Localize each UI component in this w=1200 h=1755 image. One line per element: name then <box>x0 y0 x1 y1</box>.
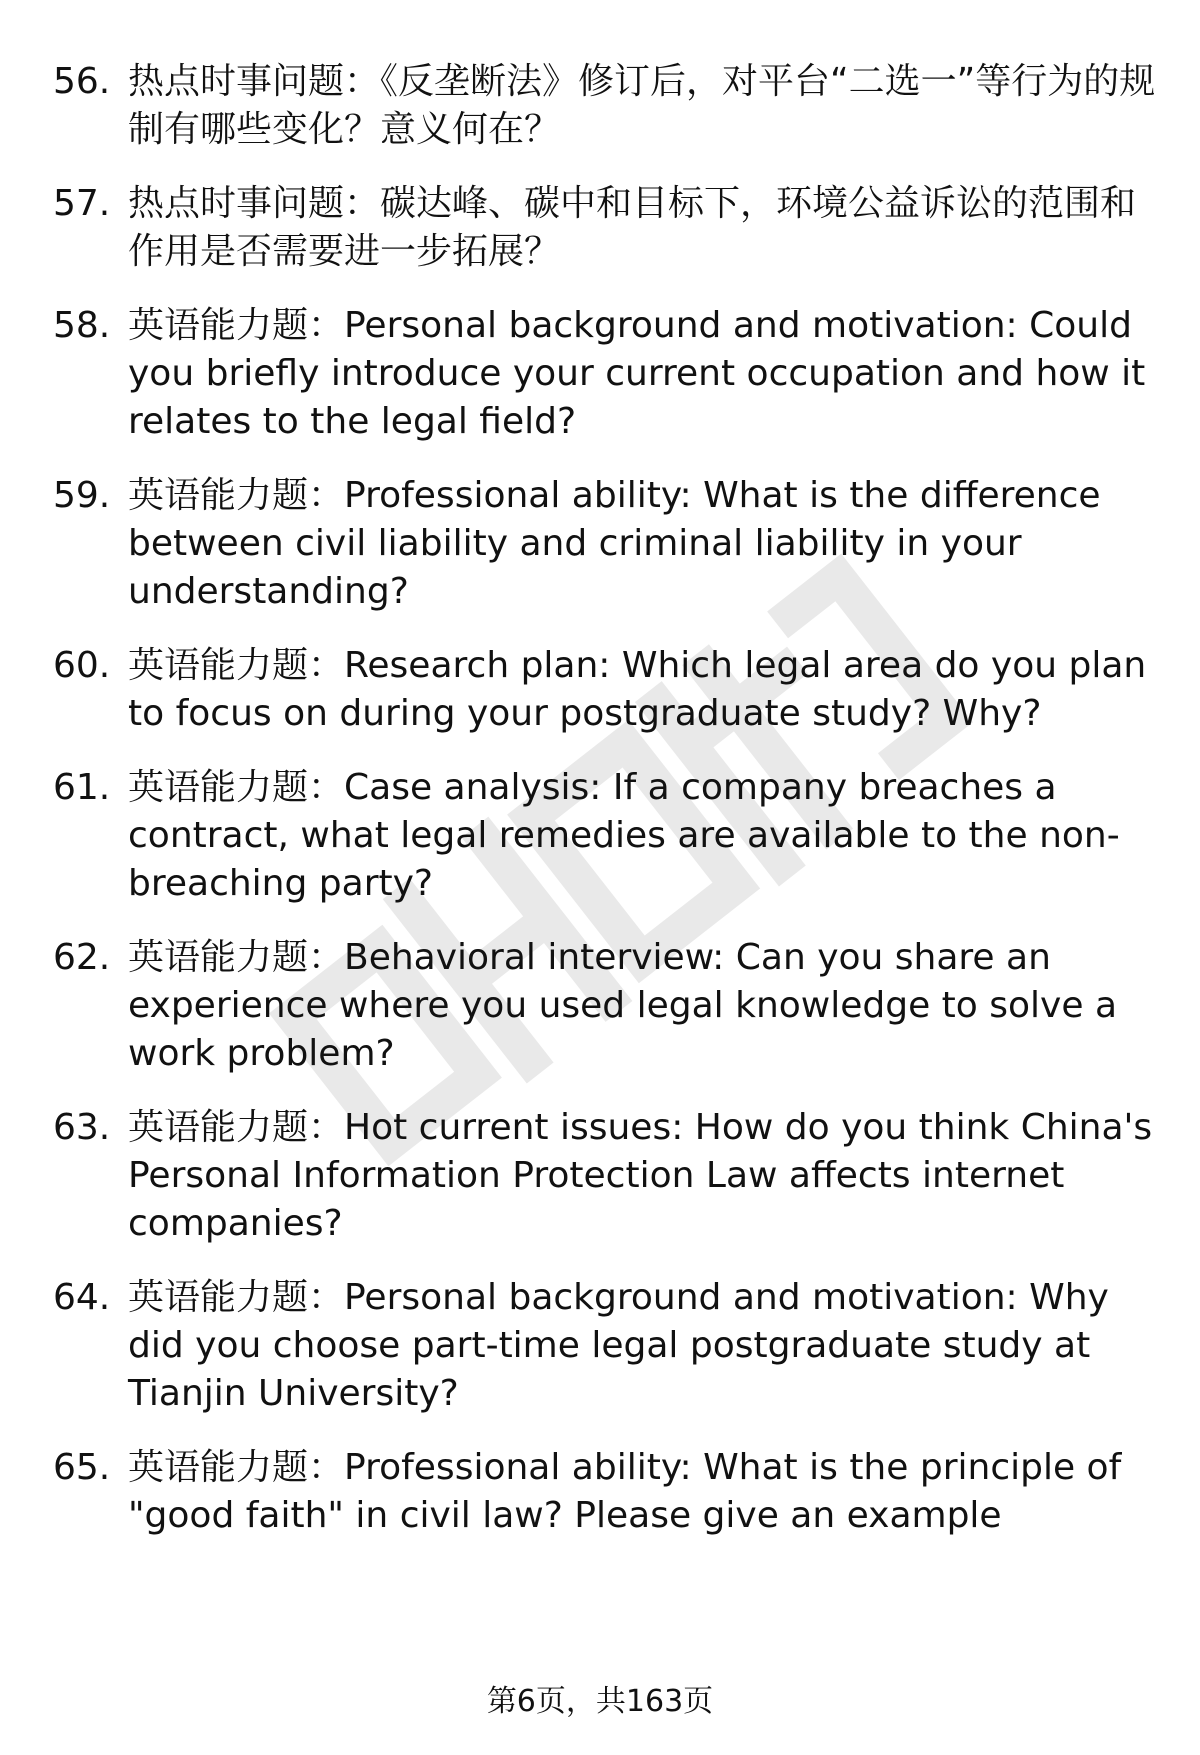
question-text: 英语能力题：Personal background and motivation: Could you briefly introduce your current occupation and how it relates to the legal field? <box>128 305 1146 442</box>
question-text: 英语能力题：Hot current issues: How do you think China's Personal Information Protection Law affects internet companies? <box>128 1107 1153 1244</box>
question-text: 热点时事问题：《反垄断法》修订后，对平台“二选一”等行为的规制有哪些变化？意义何在？ <box>128 61 1156 150</box>
page-footer: 第6页，共163页 <box>486 1684 714 1719</box>
question-item <box>0 1274 1200 1418</box>
question-text: 英语能力题：Case analysis: If a company breaches a contract, what legal remedies are available to the non-breaching party? <box>128 767 1120 904</box>
question-text: 英语能力题：Professional ability: What is the difference between civil liability and criminal liability in your understanding? <box>128 475 1101 612</box>
question-item <box>0 642 1200 738</box>
question-item <box>0 1444 1200 1540</box>
question-number: 56. <box>53 61 111 102</box>
question-text: 英语能力题：Research plan: Which legal area do you plan to focus on during your postgraduate study? Why? <box>128 645 1147 734</box>
question-item <box>0 934 1200 1078</box>
question-list <box>0 58 1200 1566</box>
question-number: 60. <box>53 645 111 686</box>
question-item <box>0 180 1200 276</box>
question-item <box>0 764 1200 908</box>
question-number: 62. <box>53 937 111 978</box>
question-number: 61. <box>53 767 111 808</box>
question-number: 57. <box>53 183 111 224</box>
question-number: 59. <box>53 475 111 516</box>
question-item <box>0 1104 1200 1248</box>
question-text: 热点时事问题：碳达峰、碳中和目标下，环境公益诉讼的范围和作用是否需要进一步拓展？ <box>128 183 1137 272</box>
question-number: 63. <box>53 1107 111 1148</box>
question-item <box>0 302 1200 446</box>
question-text: 英语能力题：Behavioral interview: Can you share an experience where you used legal knowledge to solve a work problem? <box>128 937 1117 1074</box>
question-item <box>0 58 1200 154</box>
question-number: 65. <box>53 1447 111 1488</box>
question-text: 英语能力题：Personal background and motivation: Why did you choose part-time legal postgraduate study at Tianjin University? <box>128 1277 1109 1414</box>
question-number: 64. <box>53 1277 111 1318</box>
question-number: 58. <box>53 305 111 346</box>
question-text: 英语能力题：Professional ability: What is the principle of "good faith" in civil law? Please give an example <box>128 1447 1122 1536</box>
question-item <box>0 472 1200 616</box>
